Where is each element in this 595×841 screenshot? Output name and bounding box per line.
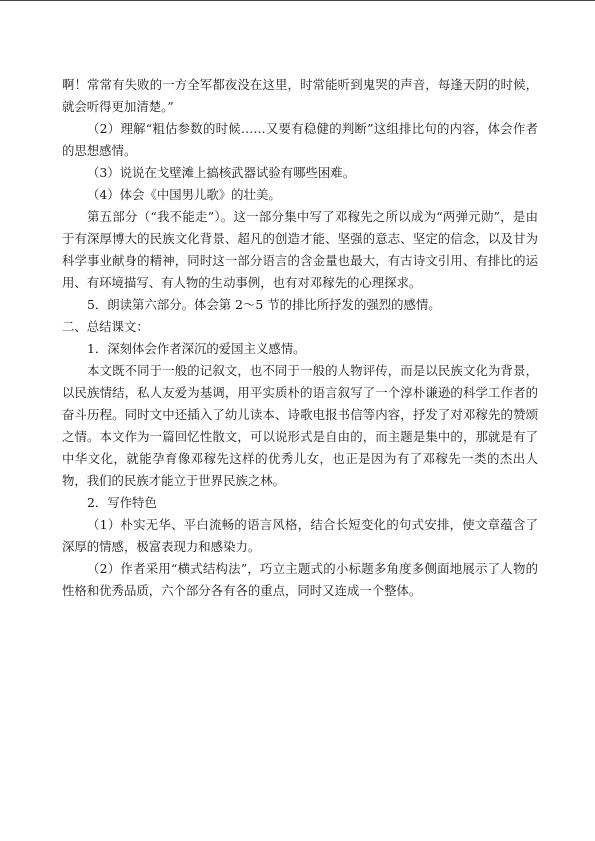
feature-1: （1）朴实无华、平白流畅的语言风格，结合长短变化的句式安排，使文章蕴含了深厚的情感，极富表现力和感染力。 [62, 517, 538, 554]
feature-2: （2）作者采用“横式结构法”，巧立主题式的小标题多角度多侧面地展示了人物的性格和优秀品质，六个部分各有各的重点，同时又连成一个整体。 [62, 561, 538, 598]
part-five-paragraph: 第五部分（“我不能走”）。这一部分集中写了邓稼先之所以成为“两弹元勋”，是由于有深厚博大的民族文化背景、超凡的创造才能、坚强的意志、坚定的信念，以及甘为科学事业献身的精神，同时这一部分语言的含金量也最大，有古诗文引用、有排比的运用、有环境描写、有人物的生动事例，也有对邓稼先的心理探求。 [62, 209, 538, 290]
step-5: 5．朗读第六部分。体会第 2～5 节的排比所抒发的强烈的感情。 [87, 297, 441, 312]
document-body [62, 74, 538, 602]
paragraph-quote-end: 啊！常常有失败的一方全军都夜没在这里，时常能听到鬼哭的声音，每逢天阴的时候，就会听得更加清楚。” [62, 77, 538, 114]
section-heading-summary: 二、总结课文： [62, 319, 149, 334]
question-4: （4）体会《中国男儿歌》的壮美。 [87, 187, 281, 202]
summary-point-2: 2．写作特色 [87, 495, 157, 510]
summary-point-1: 1．深刻体会作者深沉的爱国主义感情。 [87, 341, 306, 356]
question-2: （2）理解“粗估参数的时候……又要有稳健的判断”这组排比句的内容，体会作者的思想感情。 [62, 121, 538, 158]
header-rule [0, 0, 595, 1]
summary-body: 本文既不同于一般的记叙文，也不同于一般的人物评传，而是以民族文化为背景，以民族情结，私人友爱为基调，用平实质朴的语言叙写了一个淳朴谦逊的科学工作者的奋斗历程。同时文中还插入了幼儿读本、诗歌电报书信等内容，抒发了对邓稼先的赞颂之情。本文作为一篇回忆性散文，可以说形式是自由的，而主题是集中的，那就是有了中华文化，就能孕育像邓稼先这样的优秀儿女，也正是因为有了邓稼先一类的杰出人物，我们的民族才能立于世界民族之林。 [62, 363, 538, 488]
question-3: （3）说说在戈壁滩上搞核武器试验有哪些困难。 [87, 165, 356, 180]
